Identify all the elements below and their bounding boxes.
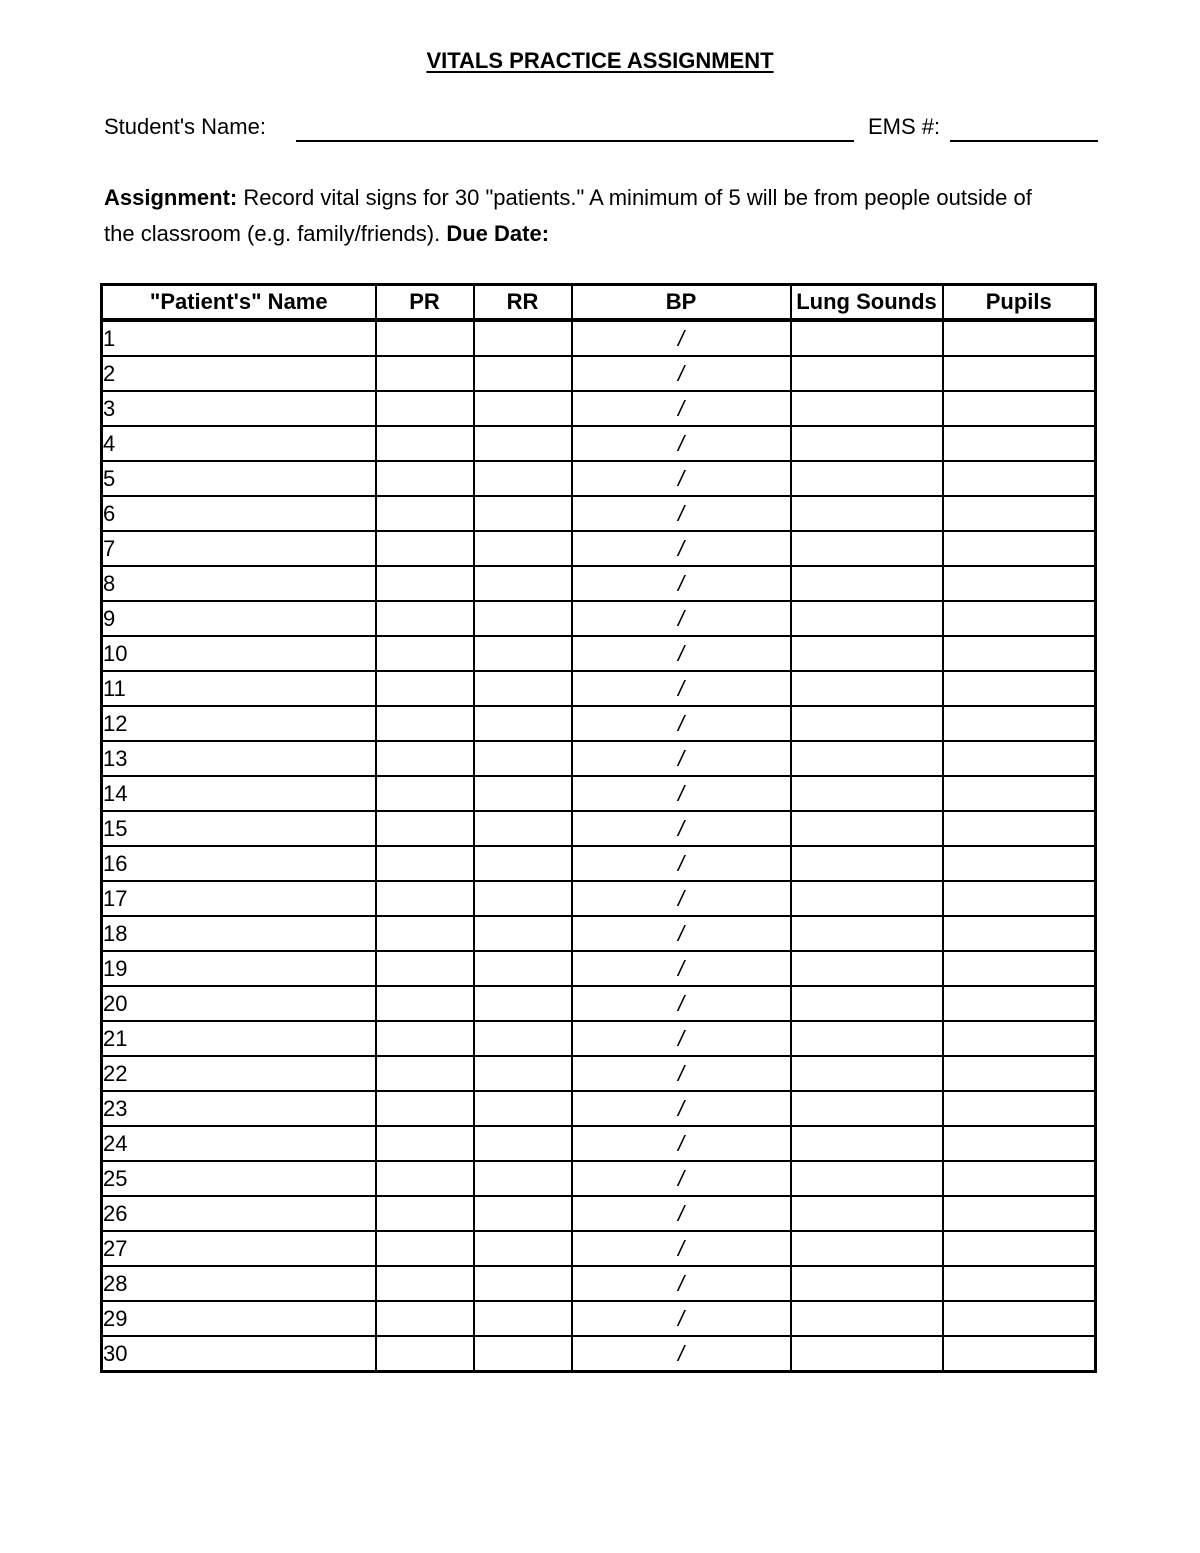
bp-cell[interactable]: / [572, 1266, 791, 1301]
lung-sounds-cell[interactable] [791, 951, 943, 986]
table-row [102, 636, 1096, 671]
lung-sounds-cell[interactable] [791, 566, 943, 601]
patient-name-cell[interactable]: 3 [102, 391, 376, 426]
patient-name-cell[interactable]: 4 [102, 426, 376, 461]
rr-cell[interactable] [474, 496, 572, 531]
pupils-cell[interactable] [943, 986, 1096, 1021]
patient-name-cell[interactable]: 7 [102, 531, 376, 566]
pupils-cell[interactable] [943, 461, 1096, 496]
patient-name-cell[interactable]: 23 [102, 1091, 376, 1126]
pupils-cell[interactable] [943, 531, 1096, 566]
lung-sounds-cell[interactable] [791, 1021, 943, 1056]
patient-name-cell[interactable]: 14 [102, 776, 376, 811]
lung-sounds-cell[interactable] [791, 1126, 943, 1161]
bp-cell[interactable]: / [572, 496, 791, 531]
table-row [102, 1196, 1096, 1231]
pupils-cell[interactable] [943, 496, 1096, 531]
pupils-cell[interactable] [943, 1336, 1096, 1372]
pr-cell[interactable] [376, 986, 474, 1021]
pr-cell[interactable] [376, 1021, 474, 1056]
pr-cell[interactable] [376, 916, 474, 951]
due-date-label: Due Date: [446, 221, 550, 246]
lung-sounds-cell[interactable] [791, 706, 943, 741]
lung-sounds-cell[interactable] [791, 320, 943, 356]
rr-cell[interactable] [474, 706, 572, 741]
bp-cell[interactable]: / [572, 1091, 791, 1126]
pupils-cell[interactable] [943, 320, 1096, 356]
patient-name-cell[interactable]: 12 [102, 706, 376, 741]
pr-cell[interactable] [376, 1301, 474, 1336]
rr-cell[interactable] [474, 811, 572, 846]
patient-name-cell[interactable]: 27 [102, 1231, 376, 1266]
table-row [102, 741, 1096, 776]
table-row [102, 1161, 1096, 1196]
table-row [102, 1266, 1096, 1301]
table-row [102, 426, 1096, 461]
pupils-cell[interactable] [943, 776, 1096, 811]
rr-cell[interactable] [474, 531, 572, 566]
lung-sounds-cell[interactable] [791, 811, 943, 846]
lung-sounds-cell[interactable] [791, 461, 943, 496]
bp-cell[interactable]: / [572, 1161, 791, 1196]
pr-cell[interactable] [376, 636, 474, 671]
pupils-cell[interactable] [943, 1091, 1096, 1126]
table-header-row [102, 285, 1096, 321]
rr-cell[interactable] [474, 356, 572, 391]
vitals-table [100, 283, 1097, 1373]
bp-cell[interactable]: / [572, 1196, 791, 1231]
rr-cell[interactable] [474, 951, 572, 986]
student-name-field[interactable] [296, 140, 854, 142]
bp-cell[interactable]: / [572, 636, 791, 671]
rr-cell[interactable] [474, 916, 572, 951]
lung-sounds-cell[interactable] [791, 846, 943, 881]
table-row [102, 531, 1096, 566]
bp-cell[interactable]: / [572, 741, 791, 776]
rr-cell[interactable] [474, 881, 572, 916]
patient-name-cell[interactable]: 17 [102, 881, 376, 916]
bp-cell[interactable]: / [572, 1126, 791, 1161]
bp-cell[interactable]: / [572, 601, 791, 636]
patient-name-cell[interactable]: 20 [102, 986, 376, 1021]
pr-cell[interactable] [376, 461, 474, 496]
table-row [102, 986, 1096, 1021]
patient-name-cell[interactable]: 15 [102, 811, 376, 846]
table-row [102, 1301, 1096, 1336]
header-lung-sounds: Lung Sounds [791, 285, 943, 321]
header-fields [104, 112, 1099, 146]
table-row [102, 916, 1096, 951]
bp-cell[interactable]: / [572, 566, 791, 601]
pr-cell[interactable] [376, 951, 474, 986]
student-name-label: Student's Name: [104, 114, 266, 139]
lung-sounds-cell[interactable] [791, 391, 943, 426]
table-row [102, 811, 1096, 846]
bp-cell[interactable]: / [572, 1056, 791, 1091]
pupils-cell[interactable] [943, 1301, 1096, 1336]
patient-name-cell[interactable]: 24 [102, 1126, 376, 1161]
bp-cell[interactable]: / [572, 706, 791, 741]
pr-cell[interactable] [376, 1231, 474, 1266]
pr-cell[interactable] [376, 391, 474, 426]
lung-sounds-cell[interactable] [791, 636, 943, 671]
rr-cell[interactable] [474, 1301, 572, 1336]
pr-cell[interactable] [376, 1196, 474, 1231]
patient-name-cell[interactable]: 2 [102, 356, 376, 391]
pupils-cell[interactable] [943, 1266, 1096, 1301]
rr-cell[interactable] [474, 1196, 572, 1231]
patient-name-cell[interactable]: 10 [102, 636, 376, 671]
lung-sounds-cell[interactable] [791, 1231, 943, 1266]
ems-number-field[interactable] [950, 140, 1098, 142]
table-row [102, 1231, 1096, 1266]
patient-name-cell[interactable]: 22 [102, 1056, 376, 1091]
lung-sounds-cell[interactable] [791, 741, 943, 776]
table-row [102, 1056, 1096, 1091]
pr-cell[interactable] [376, 1266, 474, 1301]
table-row [102, 461, 1096, 496]
patient-name-cell[interactable]: 18 [102, 916, 376, 951]
lung-sounds-cell[interactable] [791, 496, 943, 531]
lung-sounds-cell[interactable] [791, 1091, 943, 1126]
rr-cell[interactable] [474, 671, 572, 706]
pr-cell[interactable] [376, 741, 474, 776]
header-rr: RR [474, 285, 572, 321]
pr-cell[interactable] [376, 531, 474, 566]
bp-cell[interactable]: / [572, 846, 791, 881]
pupils-cell[interactable] [943, 671, 1096, 706]
patient-name-cell[interactable]: 30 [102, 1336, 376, 1372]
table-row [102, 320, 1096, 356]
bp-cell[interactable]: / [572, 426, 791, 461]
lung-sounds-cell[interactable] [791, 426, 943, 461]
pupils-cell[interactable] [943, 811, 1096, 846]
table-row [102, 601, 1096, 636]
lung-sounds-cell[interactable] [791, 356, 943, 391]
pr-cell[interactable] [376, 496, 474, 531]
pupils-cell[interactable] [943, 1196, 1096, 1231]
pr-cell[interactable] [376, 1336, 474, 1372]
table-row [102, 566, 1096, 601]
pupils-cell[interactable] [943, 916, 1096, 951]
pupils-cell[interactable] [943, 881, 1096, 916]
pupils-cell[interactable] [943, 1056, 1096, 1091]
bp-cell[interactable]: / [572, 671, 791, 706]
pupils-cell[interactable] [943, 741, 1096, 776]
patient-name-cell[interactable]: 19 [102, 951, 376, 986]
rr-cell[interactable] [474, 1266, 572, 1301]
bp-cell[interactable]: / [572, 1021, 791, 1056]
rr-cell[interactable] [474, 1091, 572, 1126]
pupils-cell[interactable] [943, 951, 1096, 986]
patient-name-cell[interactable]: 28 [102, 1266, 376, 1301]
bp-cell[interactable]: / [572, 1301, 791, 1336]
table-row [102, 1126, 1096, 1161]
rr-cell[interactable] [474, 601, 572, 636]
pupils-cell[interactable] [943, 391, 1096, 426]
rr-cell[interactable] [474, 1336, 572, 1372]
bp-cell[interactable]: / [572, 881, 791, 916]
lung-sounds-cell[interactable] [791, 671, 943, 706]
pupils-cell[interactable] [943, 566, 1096, 601]
assignment-instructions [104, 180, 1064, 252]
patient-name-cell[interactable]: 11 [102, 671, 376, 706]
bp-cell[interactable]: / [572, 986, 791, 1021]
pr-cell[interactable] [376, 566, 474, 601]
rr-cell[interactable] [474, 1161, 572, 1196]
rr-cell[interactable] [474, 846, 572, 881]
header-bp: BP [572, 285, 791, 321]
rr-cell[interactable] [474, 391, 572, 426]
pupils-cell[interactable] [943, 356, 1096, 391]
lung-sounds-cell[interactable] [791, 1056, 943, 1091]
patient-name-cell[interactable]: 26 [102, 1196, 376, 1231]
table-row [102, 951, 1096, 986]
lung-sounds-cell[interactable] [791, 1196, 943, 1231]
pr-cell[interactable] [376, 811, 474, 846]
lung-sounds-cell[interactable] [791, 601, 943, 636]
table-row [102, 356, 1096, 391]
pupils-cell[interactable] [943, 846, 1096, 881]
pupils-cell[interactable] [943, 1231, 1096, 1266]
table-row [102, 846, 1096, 881]
pr-cell[interactable] [376, 356, 474, 391]
bp-cell[interactable]: / [572, 1336, 791, 1372]
patient-name-cell[interactable]: 1 [102, 320, 376, 356]
assignment-label: Assignment: [104, 185, 238, 210]
bp-cell[interactable]: / [572, 356, 791, 391]
pr-cell[interactable] [376, 1056, 474, 1091]
pr-cell[interactable] [376, 671, 474, 706]
pr-cell[interactable] [376, 881, 474, 916]
lung-sounds-cell[interactable] [791, 1266, 943, 1301]
pr-cell[interactable] [376, 1161, 474, 1196]
pr-cell[interactable] [376, 776, 474, 811]
table-row [102, 671, 1096, 706]
rr-cell[interactable] [474, 986, 572, 1021]
rr-cell[interactable] [474, 1231, 572, 1266]
table-row [102, 391, 1096, 426]
pr-cell[interactable] [376, 846, 474, 881]
pupils-cell[interactable] [943, 636, 1096, 671]
table-row [102, 776, 1096, 811]
pr-cell[interactable] [376, 1126, 474, 1161]
bp-cell[interactable]: / [572, 811, 791, 846]
patient-name-cell[interactable]: 16 [102, 846, 376, 881]
bp-cell[interactable]: / [572, 391, 791, 426]
pupils-cell[interactable] [943, 426, 1096, 461]
bp-cell[interactable]: / [572, 916, 791, 951]
table-row [102, 1091, 1096, 1126]
table-row [102, 881, 1096, 916]
lung-sounds-cell[interactable] [791, 1161, 943, 1196]
rr-cell[interactable] [474, 566, 572, 601]
table-row [102, 496, 1096, 531]
lung-sounds-cell[interactable] [791, 881, 943, 916]
header-patient-name: "Patient's" Name [102, 285, 376, 321]
assignment-text: Record vital signs for 30 "patients." A minimum of 5 will be from people outside of the classroom (e.g. family/friends). [104, 185, 1032, 246]
lung-sounds-cell[interactable] [791, 776, 943, 811]
patient-name-cell[interactable]: 29 [102, 1301, 376, 1336]
pr-cell[interactable] [376, 320, 474, 356]
rr-cell[interactable] [474, 426, 572, 461]
table-row [102, 1336, 1096, 1372]
bp-cell[interactable]: / [572, 320, 791, 356]
bp-cell[interactable]: / [572, 531, 791, 566]
bp-cell[interactable]: / [572, 1231, 791, 1266]
rr-cell[interactable] [474, 1021, 572, 1056]
rr-cell[interactable] [474, 776, 572, 811]
rr-cell[interactable] [474, 1056, 572, 1091]
pupils-cell[interactable] [943, 601, 1096, 636]
header-pupils: Pupils [943, 285, 1096, 321]
rr-cell[interactable] [474, 461, 572, 496]
pr-cell[interactable] [376, 1091, 474, 1126]
patient-name-cell[interactable]: 6 [102, 496, 376, 531]
header-pr: PR [376, 285, 474, 321]
bp-cell[interactable]: / [572, 776, 791, 811]
lung-sounds-cell[interactable] [791, 1336, 943, 1372]
table-row [102, 1021, 1096, 1056]
pupils-cell[interactable] [943, 1021, 1096, 1056]
lung-sounds-cell[interactable] [791, 1301, 943, 1336]
rr-cell[interactable] [474, 320, 572, 356]
bp-cell[interactable]: / [572, 461, 791, 496]
patient-name-cell[interactable]: 8 [102, 566, 376, 601]
lung-sounds-cell[interactable] [791, 531, 943, 566]
page-title: VITALS PRACTICE ASSIGNMENT [426, 48, 774, 73]
pr-cell[interactable] [376, 601, 474, 636]
pupils-cell[interactable] [943, 706, 1096, 741]
patient-name-cell[interactable]: 25 [102, 1161, 376, 1196]
patient-name-cell[interactable]: 5 [102, 461, 376, 496]
pr-cell[interactable] [376, 706, 474, 741]
patient-name-cell[interactable]: 9 [102, 601, 376, 636]
lung-sounds-cell[interactable] [791, 986, 943, 1021]
lung-sounds-cell[interactable] [791, 916, 943, 951]
table-row [102, 706, 1096, 741]
bp-cell[interactable]: / [572, 951, 791, 986]
ems-number-label: EMS #: [868, 114, 941, 139]
patient-name-cell[interactable]: 21 [102, 1021, 376, 1056]
pupils-cell[interactable] [943, 1161, 1096, 1196]
rr-cell[interactable] [474, 741, 572, 776]
rr-cell[interactable] [474, 1126, 572, 1161]
rr-cell[interactable] [474, 636, 572, 671]
pr-cell[interactable] [376, 426, 474, 461]
pupils-cell[interactable] [943, 1126, 1096, 1161]
patient-name-cell[interactable]: 13 [102, 741, 376, 776]
